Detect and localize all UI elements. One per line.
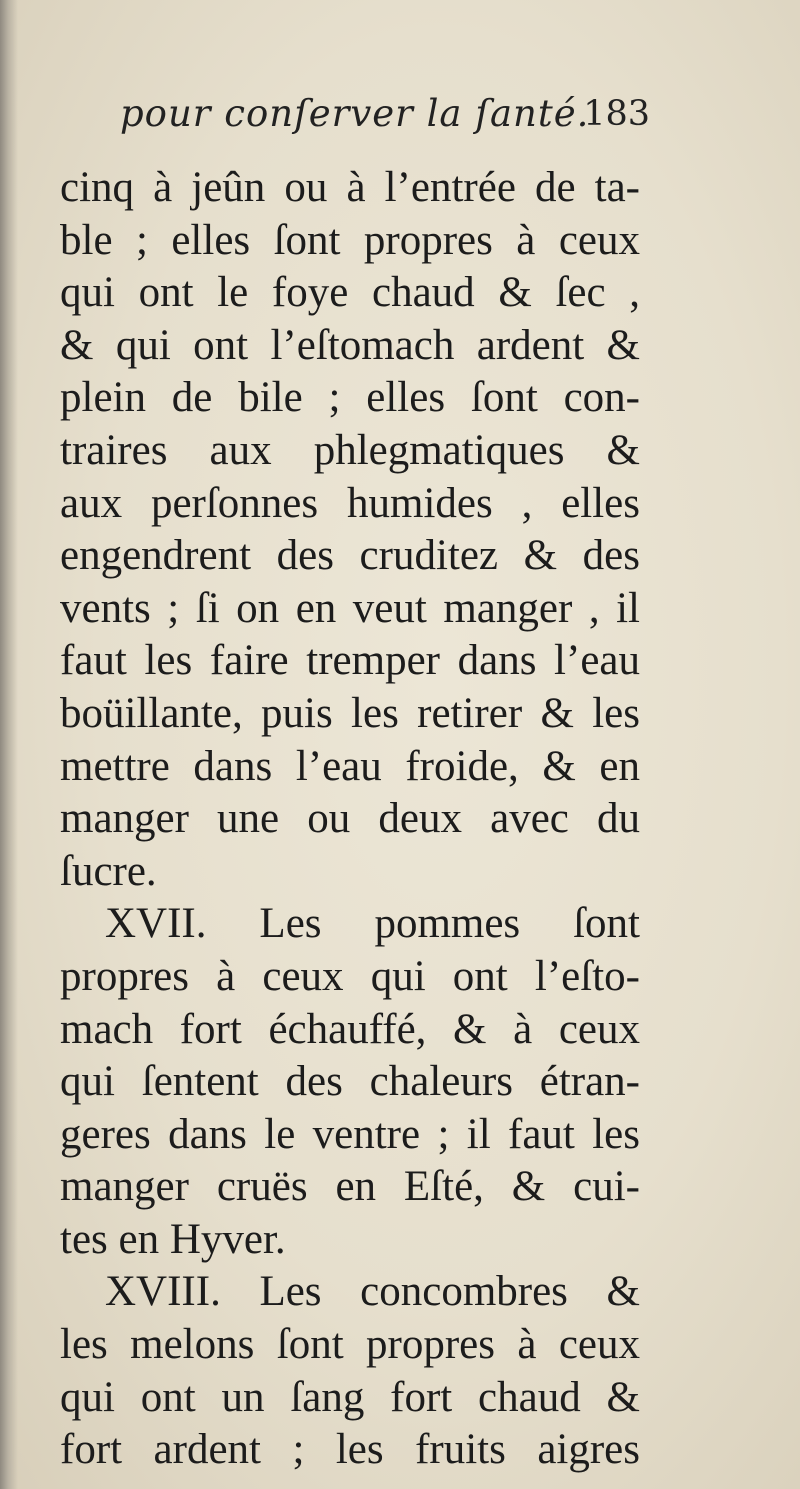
text-line: traires aux phlegmatiques &: [60, 426, 640, 474]
text-line: qui ont le foye chaud & ſec ,: [60, 269, 640, 317]
text-line: qui ont un ſang fort chaud &: [60, 1373, 640, 1421]
gutter-shadow: [0, 0, 18, 1489]
text-line: propres à ceux qui ont l’eſto-: [60, 952, 640, 1000]
page-header: [120, 92, 650, 152]
text-line: mettre dans l’eau froide, & en: [60, 742, 640, 790]
text-line: plein de bile ; elles ſont con-: [60, 374, 640, 422]
text-line: geres dans le ventre ; il faut les: [60, 1110, 640, 1158]
text-line: manger une ou deux avec du: [60, 795, 640, 843]
section-heading-line: XVIII. Les concombres &: [105, 1268, 640, 1316]
text-line: faut les faire tremper dans l’eau: [60, 637, 640, 685]
text-line: fort ardent ; les fruits aigres: [60, 1426, 640, 1474]
page-number: 183: [583, 94, 650, 134]
text-line: manger cruës en Eſté, & cui-: [60, 1163, 640, 1211]
text-line: ble ; elles ſont propres à ceux: [60, 216, 640, 264]
text-line: aux perſonnes humides , elles: [60, 479, 640, 527]
text-line: les melons ſont propres à ceux: [60, 1321, 640, 1369]
text-line: boüillante, puis les retirer & les: [60, 689, 640, 737]
section-heading-line: XVII. Les pommes ſont: [105, 900, 640, 948]
text-line: vents ; ſi on en veut manger , il: [60, 584, 640, 632]
text-line: mach fort échauffé, & à ceux: [60, 1005, 640, 1053]
text-line: tes en Hyver.: [60, 1215, 286, 1263]
text-line: qui ſentent des chaleurs étran-: [60, 1058, 640, 1106]
text-line: & qui ont l’eſtomach ardent &: [60, 321, 640, 369]
text-line: ſucre.: [60, 847, 157, 895]
running-title: pour conſerver la ſanté.: [120, 92, 590, 135]
body-text: [60, 162, 640, 1477]
text-line: engendrent des cruditez & des: [60, 532, 640, 580]
text-line: cinq à jeûn ou à l’entrée de ta-: [60, 164, 640, 211]
